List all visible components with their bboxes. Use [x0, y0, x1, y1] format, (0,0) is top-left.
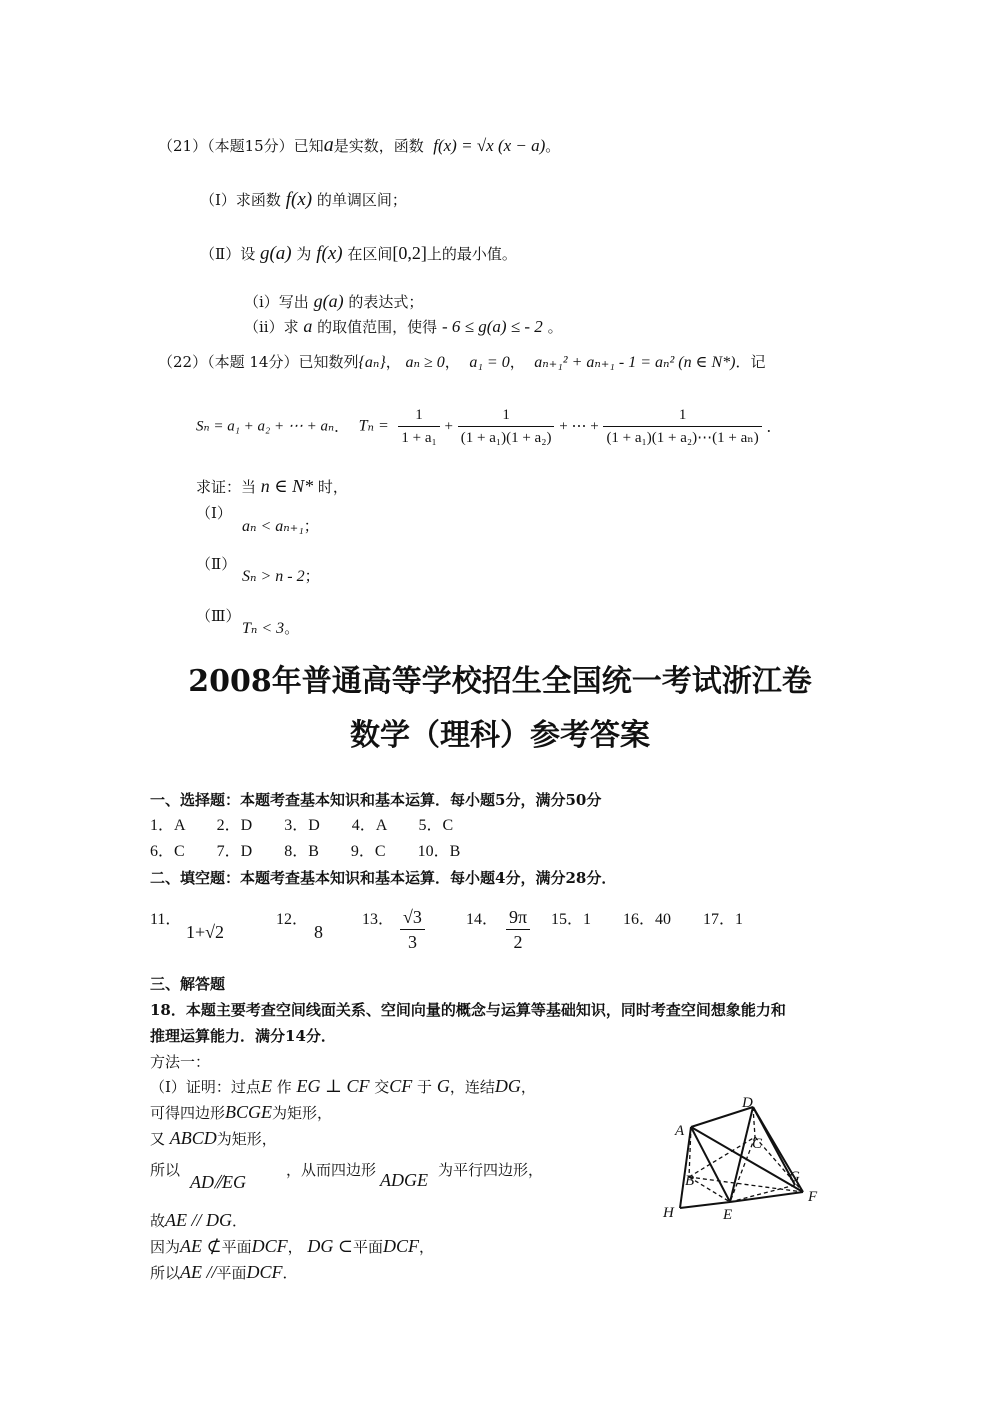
q18-line-1: 18．本题主要考查空间线面关系、空间向量的概念与运算等基础知识，同时考查空间想象能力和: [150, 1001, 786, 1019]
proof-l6-p1: DCF: [251, 1236, 288, 1256]
q22-prove-text: 求证：当: [196, 478, 257, 496]
q22-iii: [242, 618, 299, 639]
q21-pii-a: a: [303, 316, 313, 336]
page-subtitle: 数学（理科）参考答案: [350, 718, 650, 753]
q22-ii-label-line: [196, 554, 236, 574]
label-E: E: [723, 1207, 733, 1223]
q22-c2: ，: [444, 353, 460, 371]
q22-prove: [196, 476, 348, 497]
proof-l1-perp: EG ⊥ CF: [296, 1076, 370, 1096]
proof-l3-q: ABCD: [169, 1128, 217, 1148]
q21-part-i: [244, 291, 423, 312]
fill-v13: [400, 905, 425, 954]
q21-p1-text: 的单调区间；: [316, 191, 407, 209]
q22-iii-label-line: [196, 606, 240, 626]
q22-c3: ，: [509, 353, 525, 371]
q22-f2-den: (1 + a₁)(1 + a₂): [460, 430, 552, 446]
q21-head2: 是实数，函数: [333, 137, 424, 155]
q22-sn: Sₙ = a₁ + a₂ + ⋯ + aₙ: [196, 418, 335, 435]
q22-end: ．: [766, 417, 782, 436]
fill-n14: 14．: [466, 911, 499, 928]
q22-i: [242, 516, 319, 537]
q22-i-expr: aₙ < aₙ₊₁: [242, 518, 304, 535]
proof-l1a: （Ⅰ）证明：过点: [150, 1078, 261, 1096]
q22-ii-end: ；: [304, 567, 320, 585]
fill-v12: 8: [314, 922, 323, 942]
proof-l4-expr: AD⫽EG: [190, 1172, 247, 1192]
q22-tn-lhs: Tₙ =: [358, 417, 389, 435]
q22-seq: {aₙ}: [358, 354, 386, 371]
fill-n13: 13．: [362, 911, 395, 928]
proof-l2b: 为矩形，: [272, 1104, 333, 1122]
q22-ii-label: （Ⅱ）: [196, 555, 237, 573]
fill-rest: 15．1 16．40 17．1: [551, 911, 744, 928]
proof-line-4-expr: [190, 1172, 246, 1193]
q22-iii-label: （Ⅲ）: [196, 607, 241, 625]
fill-v11: 1+√2: [186, 922, 225, 942]
q22-plus1: +: [444, 418, 453, 435]
q22-frac3: [603, 404, 761, 449]
edge-BF: [689, 1177, 803, 1192]
proof-l2-q: BCGE: [225, 1102, 273, 1122]
q22-f3-num: 1: [603, 404, 761, 427]
q21-a: a: [323, 134, 334, 156]
q22-frac1: [398, 404, 439, 449]
q22-frac2: [458, 404, 555, 449]
fill-n12: 12．: [276, 911, 309, 928]
solid-edges: [680, 1107, 803, 1208]
proof-l1-DG: DG: [494, 1076, 521, 1096]
q22-cond1: aₙ ≥ 0: [405, 354, 445, 371]
answers-row-1: 1．A 2．D 3．D 4．A 5．C: [150, 817, 454, 834]
proof-l6a: 因为: [150, 1238, 181, 1256]
label-C: C: [752, 1136, 763, 1152]
q22-sn-tn: [196, 404, 782, 449]
label-G: G: [789, 1169, 800, 1185]
proof-l4-q: ADGE: [380, 1170, 428, 1190]
proof-l4b: ，从而四边形: [286, 1161, 377, 1179]
fill-v14-num: 9π: [506, 905, 530, 930]
q22-ii: [242, 566, 320, 587]
q22-c1: ，: [385, 353, 401, 371]
q21-p2-end: 上的最小值。: [426, 245, 517, 263]
fill-v13-num: √3: [400, 905, 425, 930]
proof-line-4-q: [380, 1170, 428, 1191]
q22-f1-den: 1 + a₁: [401, 430, 437, 446]
proof-l1-CF: CF: [389, 1076, 413, 1096]
proof-l2a: 可得四边形: [150, 1104, 226, 1122]
section-2-heading: 二、填空题：本题考查基本知识和基本运算．每小题4分，满分28分．: [150, 869, 617, 887]
q21-part1: [200, 190, 407, 210]
proof-line-6: [150, 1236, 434, 1257]
q21-head: （21）（本题15分）已知: [158, 137, 324, 155]
proof-l6-p2: DCF: [383, 1236, 420, 1256]
proof-l5a: 故: [150, 1212, 166, 1230]
proof-l4c: 为平行四边形，: [438, 1161, 544, 1179]
proof-l1f: ，: [520, 1078, 536, 1096]
q21-pi-g: g(a): [313, 291, 344, 311]
q21-part-ii: [244, 316, 563, 337]
edge-AH: [680, 1127, 691, 1208]
proof-line-7: [150, 1262, 298, 1283]
q22-f1-num: 1: [398, 404, 439, 427]
proof-l7b: 平面: [216, 1264, 247, 1282]
q22-ii-expr: Sₙ > n - 2: [242, 568, 305, 585]
q21-line: [158, 135, 560, 156]
q22-dot: ．: [334, 417, 350, 436]
proof-l6-e1: AE ⊄: [180, 1236, 222, 1256]
q22-f3-den: (1 + a₁)(1 + a₂)⋯(1 + aₙ): [606, 430, 759, 446]
q21-p1-label: （Ⅰ）求函数: [200, 191, 281, 209]
edge-EF: [730, 1192, 803, 1202]
q21-func: f(x) = √x (x − a): [433, 136, 546, 155]
method-label: 方法一：: [150, 1053, 211, 1071]
label-F: F: [808, 1189, 818, 1205]
q22-i-end: ；: [303, 517, 319, 535]
q22-i-label-line: [196, 503, 232, 523]
q22-prove-cond: n ∈ N*: [260, 476, 314, 496]
q22-plus2: + ⋯ +: [559, 418, 599, 435]
proof-l3a: 又: [150, 1130, 166, 1148]
page-title: 2008年普通高等学校招生全国统一考试浙江卷: [188, 664, 812, 699]
q21-part2: [200, 243, 517, 264]
proof-line-4-end: [438, 1160, 543, 1180]
fill-v13-den: 3: [407, 932, 417, 952]
q21-pi-text: 的表达式；: [348, 293, 424, 311]
proof-l1-G: G: [436, 1076, 450, 1096]
proof-l1d: 于: [417, 1078, 433, 1096]
q21-p2-text: 在区间: [347, 245, 393, 263]
proof-l1e: ，连结: [449, 1078, 495, 1096]
proof-line-4-label: [150, 1160, 180, 1180]
label-A: A: [675, 1123, 685, 1139]
proof-l6c: ，: [287, 1238, 303, 1256]
q22-iii-end: 。: [284, 619, 300, 637]
proof-l1-E: E: [260, 1076, 272, 1096]
proof-l7a: 所以: [150, 1264, 181, 1282]
proof-l3b: 为矩形，: [216, 1130, 277, 1148]
proof-l7c: ．: [282, 1264, 298, 1282]
proof-l5b: ．: [232, 1212, 248, 1230]
q21-pii-ineq: - 6 ≤ g(a) ≤ - 2: [441, 317, 543, 336]
q21-end: 。: [545, 137, 561, 155]
fill-n11: 11．: [150, 911, 182, 928]
q22-f2-num: 1: [458, 404, 555, 427]
proof-line-1: [150, 1076, 536, 1097]
q21-pii-text: 的取值范围，使得: [317, 318, 438, 336]
label-D: D: [742, 1095, 753, 1111]
q22-iii-expr: Tₙ < 3: [242, 620, 285, 637]
q22-cond2: a₁ = 0: [469, 354, 510, 371]
edge-ED: [730, 1107, 753, 1202]
proof-l4a: 所以: [150, 1161, 181, 1179]
q22-head: （22）（本题 14分）已知数列: [158, 353, 359, 371]
proof-l7-p: DCF: [246, 1262, 283, 1282]
proof-l5-expr: AE // DG: [165, 1210, 233, 1230]
proof-line-4: [286, 1160, 376, 1180]
q22-prove-end: 时，: [317, 478, 348, 496]
q22-cond3: aₙ₊₁² + aₙ₊₁ - 1 = aₙ² (n ∈ N*): [534, 354, 736, 371]
q22-c4: ．记: [735, 353, 766, 371]
proof-l6-e2: DG ⊂: [307, 1236, 353, 1256]
proof-l7-e: AE //: [180, 1262, 217, 1282]
fill-v14-den: 2: [513, 932, 523, 952]
q21-p2-g: g(a): [259, 243, 292, 264]
q18-line-2: 推理运算能力．满分14分．: [150, 1027, 336, 1045]
proof-l6e: ，: [419, 1238, 435, 1256]
q21-p2-label: （Ⅱ）设: [200, 245, 256, 263]
q22-i-label: （Ⅰ）: [196, 504, 232, 522]
fill-v14: [506, 905, 530, 954]
section-1-heading: 一、选择题：本题考查基本知识和基本运算．每小题5分，满分50分: [150, 791, 602, 809]
q22-line: [158, 352, 765, 373]
q21-pii-label: （ii）求: [244, 318, 299, 336]
label-H: H: [663, 1205, 674, 1221]
q21-pii-end: 。: [547, 318, 563, 336]
proof-l6d: 平面: [353, 1238, 384, 1256]
proof-l1b: 作: [276, 1078, 292, 1096]
q21-p1-func: f(x): [285, 189, 313, 210]
q21-pi-label: （i）写出: [244, 293, 309, 311]
q21-p2-interval: [0,2]: [392, 243, 427, 263]
geometry-figure: [655, 1085, 835, 1225]
q21-p2-mid: 为: [296, 245, 312, 263]
proof-line-2: [150, 1102, 332, 1123]
section-3-heading: 三、解答题: [150, 975, 226, 993]
proof-l1c: 交: [374, 1078, 390, 1096]
q21-p2-func: f(x): [316, 243, 343, 264]
answers-row-2: 6．C 7．D 8．B 9．C 10．B: [150, 843, 461, 860]
proof-line-3: [150, 1128, 277, 1149]
proof-l6b: 平面: [221, 1238, 252, 1256]
proof-line-5: [150, 1210, 247, 1231]
label-B: B: [685, 1173, 695, 1189]
